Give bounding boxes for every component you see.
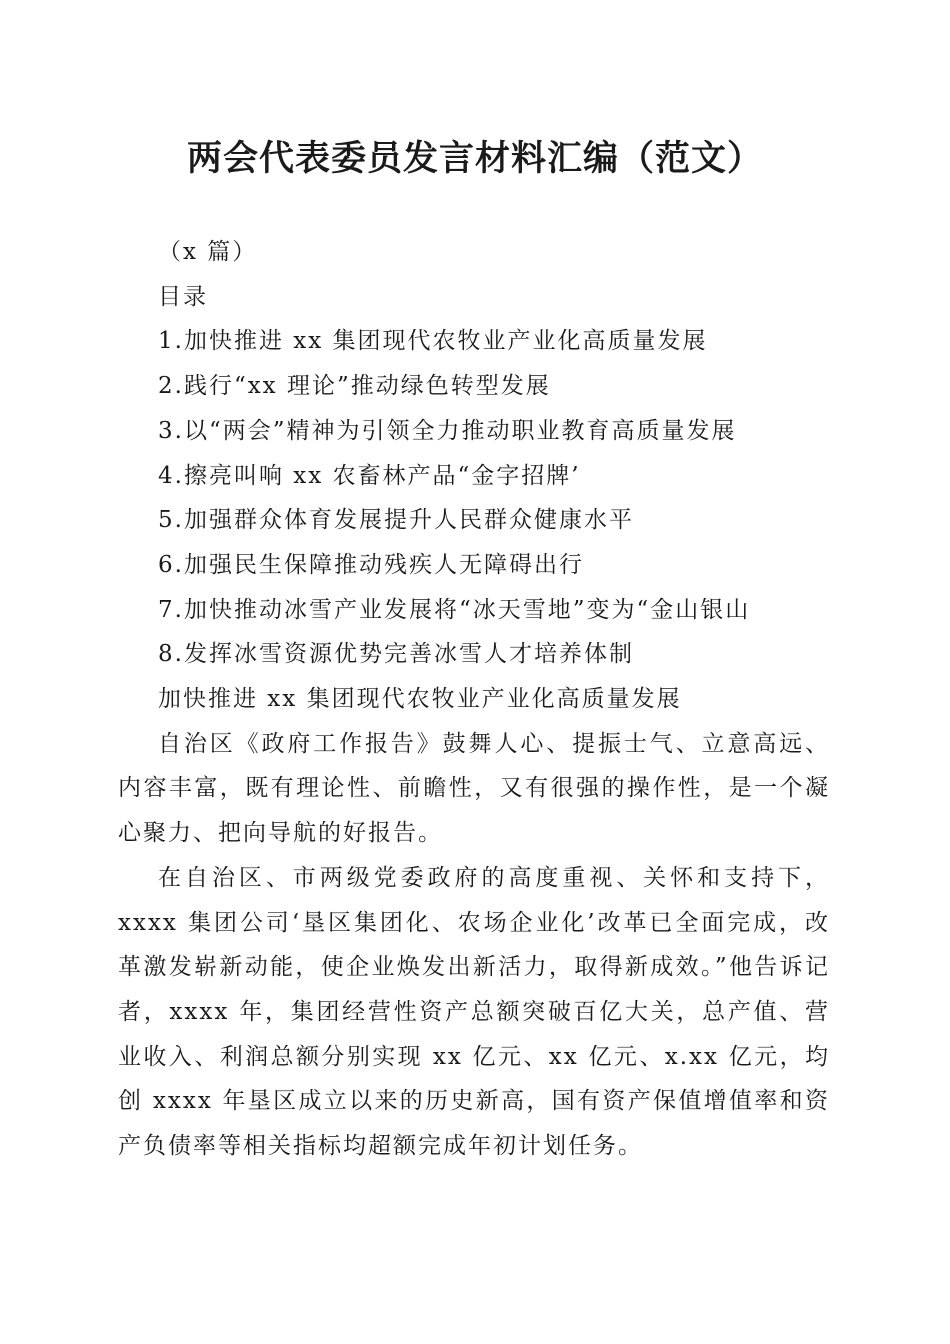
table-of-contents xyxy=(118,319,830,677)
document-body xyxy=(118,230,830,1169)
document-title: 两会代表委员发言材料汇编（范文） xyxy=(186,138,763,179)
body-paragraph: 在自治区、市两级党委政府的高度重视、关怀和支持下，xxxx 集团公司‘垦区集团化、农场企业化’改革已全面完成，改革激发崭新动能，使企业焕发出新活力，取得新成效。”他告诉记者，xxxx 年，集团经营性资产总额突破百亿大关，总产值、营业收入、利润总额分别实现 xx 亿元、xx 亿元、x.xx 亿元，均创 xxxx 年垦区成立以来的历史新高，国有资产保值增值率和资产负债率等相关指标均超额完成年初计划任务。 xyxy=(118,864,830,1160)
article-count-note: （x 篇） xyxy=(158,239,258,265)
body-paragraph: 自治区《政府工作报告》鼓舞人心、提振士气、立意高远、内容丰富，既有理论性、前瞻性，又有很强的操作性，是一个凝心聚力、把向导航的好报告。 xyxy=(118,730,830,847)
toc-item: 8.发挥冰雪资源优势完善冰雪人才培养体制 xyxy=(158,641,634,668)
toc-item: 7.加快推动冰雪产业发展将“冰天雪地”变为“金山银山 xyxy=(158,596,751,623)
toc-item: 3.以“两会”精神为引领全力推动职业教育高质量发展 xyxy=(158,417,737,444)
toc-item: 5.加强群众体育发展提升人民群众健康水平 xyxy=(158,507,634,534)
toc-heading: 目录 xyxy=(158,283,208,310)
toc-item: 1.加快推进 xx 集团现代农牧业产业化高质量发展 xyxy=(158,328,708,355)
toc-item: 4.擦亮叫响 xx 农畜林产品“金字招牌’ xyxy=(158,462,581,489)
toc-item: 2.践行“xx 理论”推动绿色转型发展 xyxy=(158,373,551,400)
section-title: 加快推进 xx 集团现代农牧业产业化高质量发展 xyxy=(158,686,682,713)
toc-item: 6.加强民生保障推动残疾人无障碍出行 xyxy=(158,551,584,578)
